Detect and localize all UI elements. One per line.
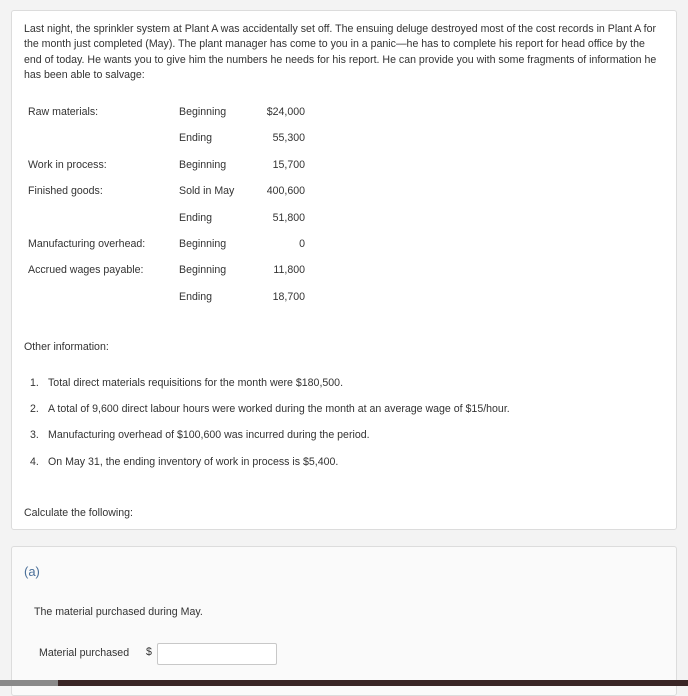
fragment-value: 0	[299, 238, 305, 250]
fragment-label: Beginning	[179, 106, 227, 118]
fragment-category: Finished goods:	[28, 185, 103, 197]
fragment-label: Beginning	[179, 264, 227, 276]
fragment-value: 400,600	[266, 185, 305, 197]
list-item-text: Manufacturing overhead of $100,600 was incurred during the period.	[48, 429, 370, 441]
part-a-label: (a)	[24, 564, 40, 579]
list-item-text: Total direct materials requisitions for the month were $180,500.	[48, 377, 344, 389]
material-purchased-label: Material purchased	[39, 647, 130, 659]
calculate-heading: Calculate the following:	[24, 507, 133, 519]
fragment-value: 15,700	[272, 159, 305, 171]
list-item-number: 1.	[30, 377, 39, 389]
fragment-category: Raw materials:	[28, 106, 99, 118]
list-item-number: 3.	[30, 429, 39, 441]
problem-card	[11, 10, 677, 530]
fragment-category: Accrued wages payable:	[28, 264, 144, 276]
bottom-bar	[0, 680, 688, 686]
fragment-label: Sold in May	[179, 185, 235, 197]
fragment-value: 55,300	[272, 132, 305, 144]
fragment-label: Beginning	[179, 159, 227, 171]
part-a-card	[11, 546, 677, 696]
currency-symbol: $	[146, 646, 152, 658]
list-item-number: 2.	[30, 403, 39, 415]
list-item-text: A total of 9,600 direct labour hours were worked during the month at an average wage of $15/hour.	[48, 403, 510, 415]
fragment-category: Manufacturing overhead:	[28, 238, 146, 250]
fragment-label: Beginning	[179, 238, 227, 250]
fragment-value: 18,700	[272, 291, 305, 303]
list-item-number: 4.	[30, 456, 39, 468]
list-item-text: On May 31, the ending inventory of work in process is $5,400.	[48, 456, 339, 468]
bottom-bar-segment	[0, 680, 58, 686]
problem-intro: Last night, the sprinkler system at Plant A was accidentally set off. The ensuing deluge destroyed most of the cost records in Plant A for the month just completed (May). The plant manager has come to you in a panic—he has to complete his report for head office by the end of today. He wants you to give him the numbers he needs for his report. He can provide you with some fragments of information he has been able to salvage:	[24, 23, 657, 81]
fragment-value: 51,800	[272, 212, 305, 224]
other-information-heading: Other information:	[24, 341, 109, 353]
fragment-value: 11,800	[273, 264, 305, 276]
material-purchased-input[interactable]	[157, 643, 277, 665]
fragment-category: Work in process:	[28, 159, 107, 171]
part-a-question: The material purchased during May.	[34, 606, 203, 618]
fragment-value: $24,000	[266, 106, 305, 118]
fragment-label: Ending	[179, 291, 212, 303]
fragment-label: Ending	[179, 132, 212, 144]
fragment-label: Ending	[179, 212, 212, 224]
